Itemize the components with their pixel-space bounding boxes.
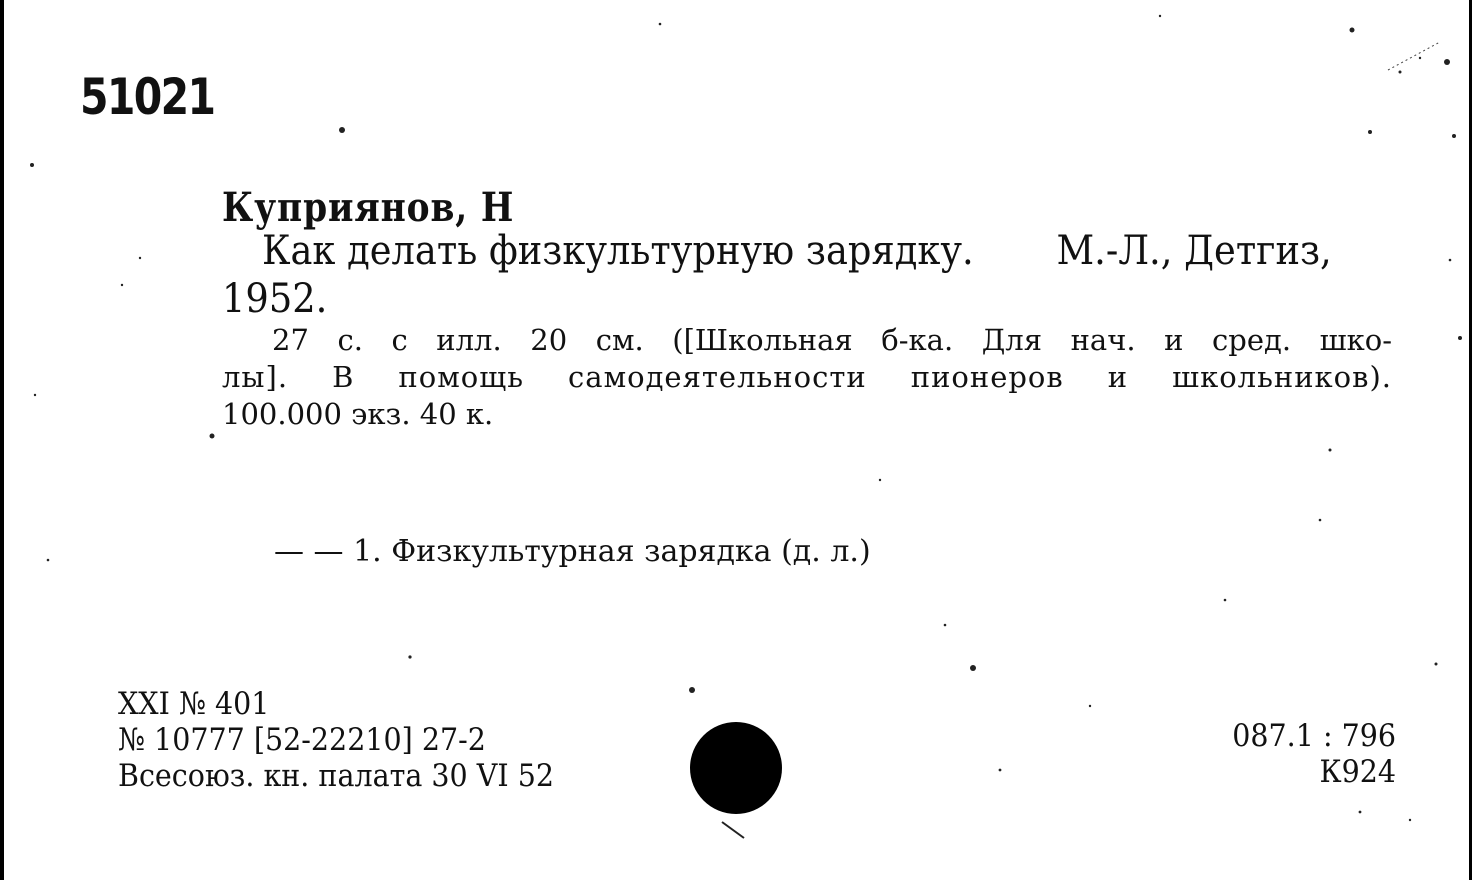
imprint: М.-Л., Детгиз, (1056, 228, 1332, 274)
punch-hole (690, 722, 782, 814)
catalog-line-2: № 10777 [52-22210] 27-2 (118, 722, 486, 758)
book-title: Как делать физкультурную зарядку. (262, 228, 974, 274)
catalog-line-3: Всесоюз. кн. палата 30 VI 52 (118, 758, 554, 794)
description-line-1: 27 с. с илл. 20 см. ([Школьная б-ка. Для нач. и сред. шко- (272, 323, 1392, 357)
classification (1232, 718, 1396, 790)
catalog-info (118, 686, 554, 794)
description-line-3: 100.000 экз. 40 к. (222, 397, 494, 431)
catalog-line-1: XXI № 401 (118, 686, 270, 722)
udc-code: 087.1 : 796 (1232, 718, 1396, 754)
description-line-2: лы]. В помощь самодеятельности пионеров и школьников). (222, 360, 1392, 394)
card-number: 51021 (80, 68, 215, 126)
publication-year: 1952. (222, 276, 328, 322)
author-heading: Куприянов, Н (222, 184, 515, 231)
author-mark: К924 (1319, 754, 1396, 790)
title-line (262, 228, 1332, 274)
physical-description (222, 322, 1392, 433)
subject-heading: — — 1. Физкультурная зарядка (д. л.) (274, 534, 871, 569)
